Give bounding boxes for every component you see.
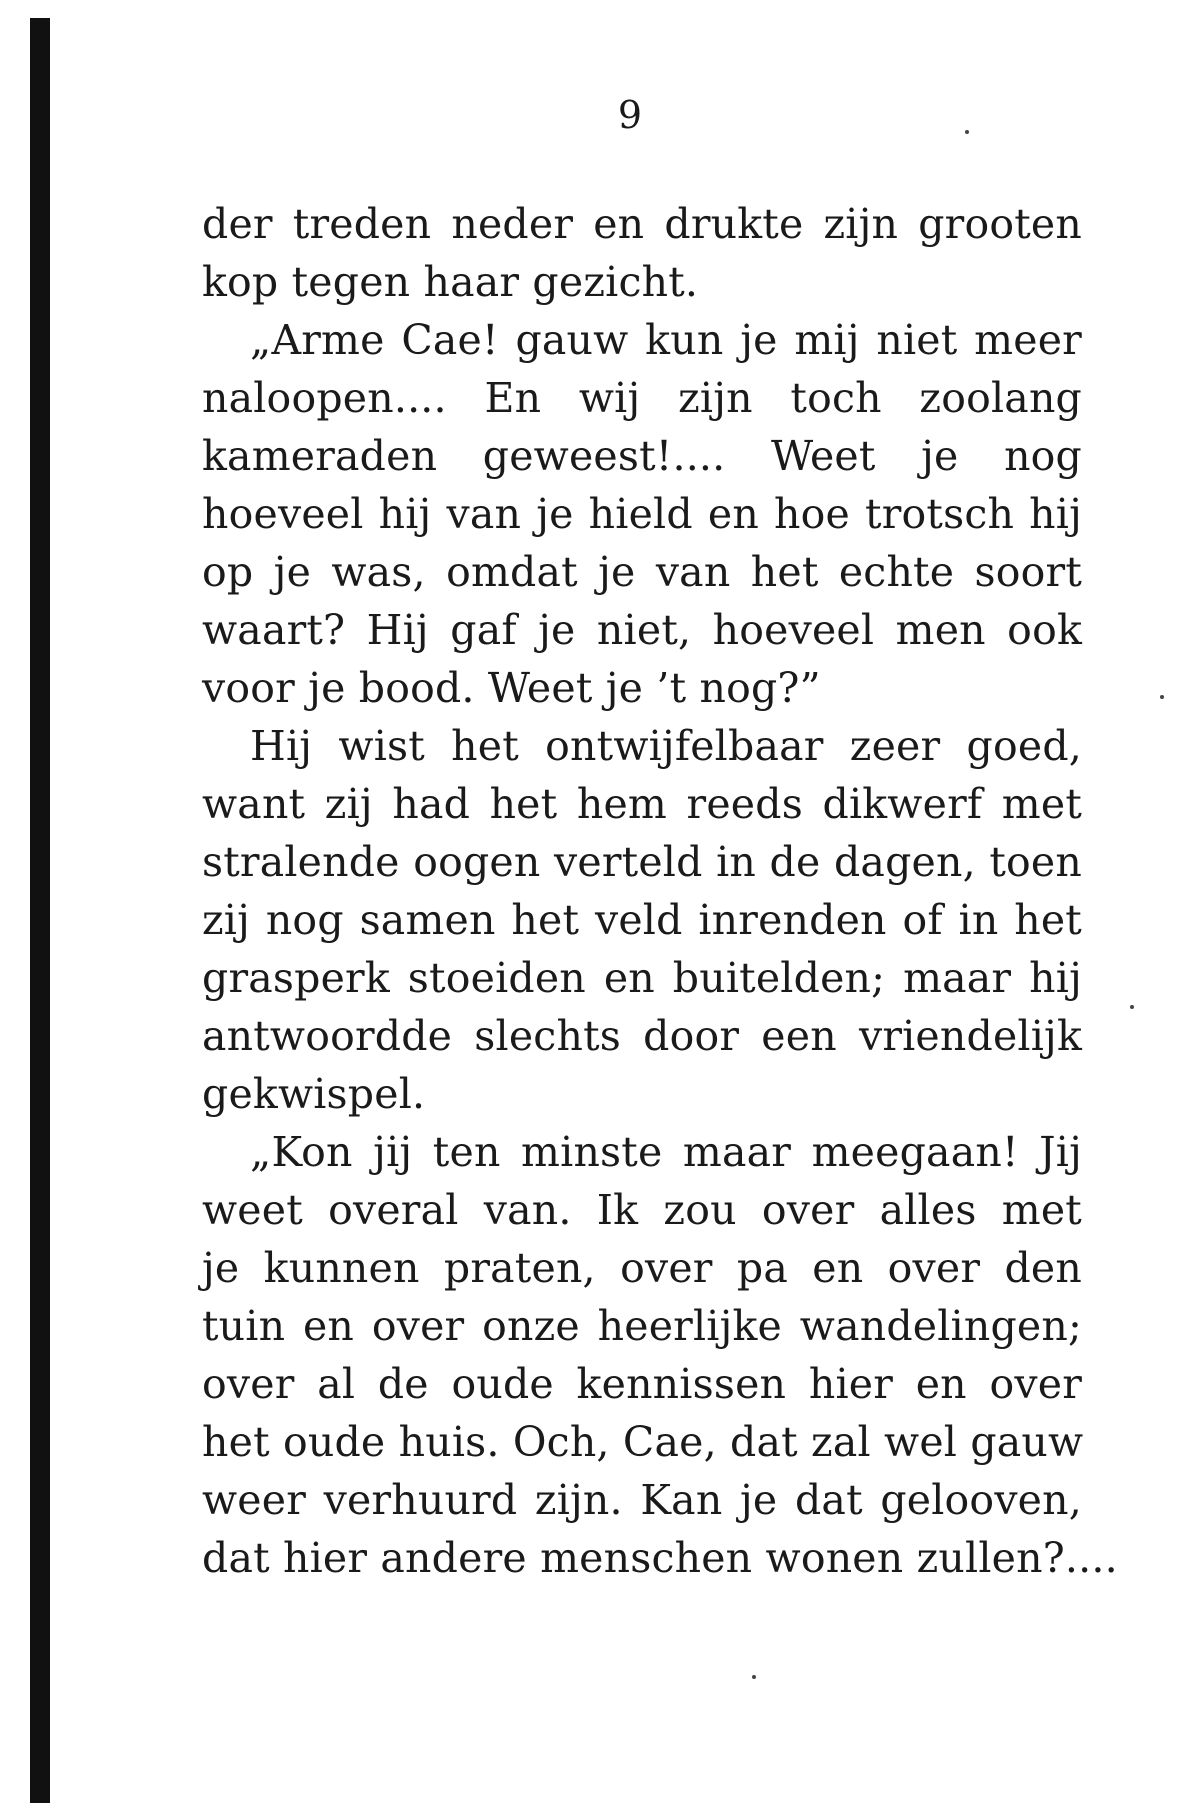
paper-speck	[965, 130, 969, 134]
text-line: naloopen.... En wij zijn toch zoolang	[202, 374, 1082, 422]
text-line: zij nog samen het veld inrenden of in het	[202, 896, 1082, 944]
text-line: gekwispel.	[202, 1070, 426, 1118]
text-line: het oude huis. Och, Cae, dat zal wel gauw	[202, 1418, 1084, 1466]
text-line: voor je bood. Weet je ’t nog?”	[202, 664, 821, 712]
text-line: antwoordde slechts door een vriendelijk	[202, 1012, 1082, 1060]
text-line: Hij wist het ontwijfelbaar zeer goed,	[250, 722, 1082, 770]
text-line: kop tegen haar gezicht.	[202, 258, 699, 306]
text-line: kameraden geweest!.... Weet je nog	[202, 432, 1082, 480]
text-line: je kunnen praten, over pa en over den	[202, 1244, 1082, 1292]
text-line: der treden neder en drukte zijn grooten	[202, 200, 1082, 248]
text-line: stralende oogen verteld in de dagen, toen	[202, 838, 1082, 886]
text-line: tuin en over onze heerlijke wandelingen;	[202, 1302, 1082, 1350]
text-line: waart? Hij gaf je niet, hoeveel men ook	[202, 606, 1082, 654]
text-line: want zij had het hem reeds dikwerf met	[202, 780, 1082, 828]
text-line: „Arme Cae! gauw kun je mij niet meer	[250, 316, 1082, 364]
body-text	[202, 195, 1118, 1587]
text-line: weet overal van. Ik zou over alles met	[202, 1186, 1082, 1234]
text-line: weer verhuurd zijn. Kan je dat gelooven,	[202, 1476, 1082, 1524]
text-line: dat hier andere menschen wonen zullen?....	[202, 1534, 1118, 1582]
page-number: 9	[617, 93, 643, 137]
paper-speck	[752, 1675, 756, 1679]
text-line: op je was, omdat je van het echte soort	[202, 548, 1082, 596]
text-line: grasperk stoeiden en buitelden; maar hij	[202, 954, 1082, 1002]
book-spine-edge	[30, 18, 50, 1803]
text-line: over al de oude kennissen hier en over	[202, 1360, 1082, 1408]
text-line: „Kon jij ten minste maar meegaan! Jij	[250, 1128, 1082, 1176]
paper-speck	[1130, 1005, 1134, 1009]
paper-speck	[1160, 695, 1164, 699]
text-line: hoeveel hij van je hield en hoe trotsch hij	[202, 490, 1082, 538]
